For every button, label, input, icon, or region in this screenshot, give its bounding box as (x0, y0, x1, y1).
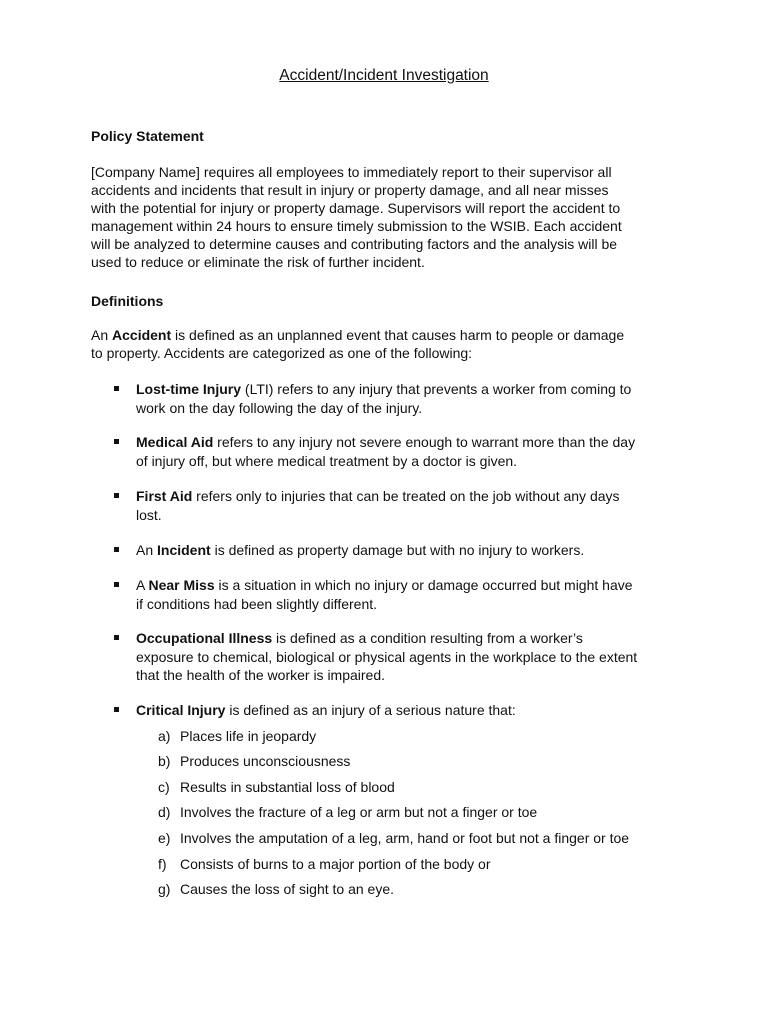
bullet-marker (114, 439, 119, 444)
definition-item-near-miss: A Near Miss is a situation in which no injury or damage occurred but might have if conditions had been slightly different. (114, 576, 684, 613)
definition-item-first-aid: First Aid refers only to injuries that can be treated on the job without any days lost. (114, 487, 684, 524)
definition-item-lost-time-injury: Lost-time Injury (LTI) refers to any injury that prevents a worker from coming to work on the day following the day of the injury. (114, 380, 684, 417)
bullet-marker (114, 582, 119, 587)
policy-line: [Company Name] requires all employees to immediately report to their supervisor all (91, 164, 612, 180)
document-title: Accident/Incident Investigation (279, 67, 489, 84)
policy-line: management within 24 hours to ensure timely submission to the WSIB. Each accident (91, 218, 622, 234)
critical-injury-criterion: c) Results in substantial loss of blood (158, 779, 395, 795)
bullet-marker (114, 547, 119, 552)
critical-injury-criterion: g) Causes the loss of sight to an eye. (158, 881, 395, 897)
bullet-marker (114, 493, 119, 498)
policy-line: will be analyzed to determine causes and contributing factors and the analysis will be (91, 236, 618, 252)
definition-item-occupational-illness: Occupational Illness is defined as a condition resulting from a worker’s exposure to chemical, biological or physical agents in the workplace to the extent that the health of the worker is impaired. (114, 629, 684, 685)
critical-injury-criterion: e) Involves the amputation of a leg, arm, hand or foot but not a finger or toe (158, 830, 630, 846)
bullet-marker (114, 386, 119, 391)
critical-injury-criterion: d) Involves the fracture of a leg or arm but not a finger or toe (158, 804, 538, 820)
bullet-marker (114, 635, 119, 640)
definition-item-medical-aid: Medical Aid refers to any injury not severe enough to warrant more than the day of injury off, but where medical treatment by a doctor is given. (114, 433, 684, 470)
policy-line: used to reduce or eliminate the risk of further incident. (91, 254, 425, 270)
critical-injury-criterion: f) Consists of burns to a major portion of the body or (158, 856, 491, 872)
accident-term: Accident (112, 327, 172, 343)
critical-injury-criterion: a) Places life in jeopardy (158, 728, 317, 744)
definition-item-incident: An Incident is defined as property damage but with no injury to workers. (114, 541, 684, 560)
policy-paragraph (91, 163, 691, 271)
critical-injury-criterion: b) Produces unconsciousness (158, 753, 351, 769)
definitions-heading: Definitions (91, 293, 164, 309)
bullet-marker (114, 707, 119, 712)
policy-line: accidents and incidents that result in injury or property damage, and all near misses (91, 182, 609, 198)
definition-item-critical-injury: Critical Injury is defined as an injury of a serious nature that: (114, 701, 684, 720)
policy-heading: Policy Statement (91, 128, 204, 144)
policy-line: with the potential for injury or property damage. Supervisors will report the accident to (91, 200, 621, 216)
definitions-intro: An Accident is defined as an unplanned event that causes harm to people or damage to property. Accidents are categorized as one of the following: (91, 327, 625, 361)
